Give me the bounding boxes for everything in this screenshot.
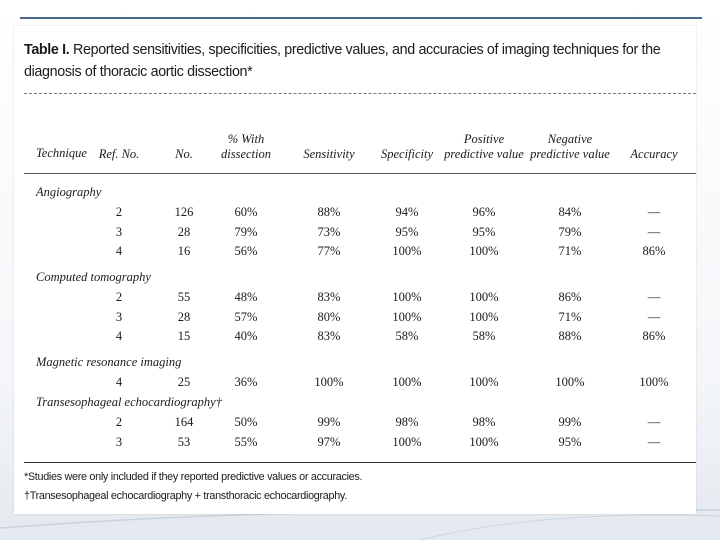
header-ref: Ref. No. [98,146,140,161]
cell-ref: 3 [115,224,123,239]
bottom-rule [24,462,696,463]
cell-accuracy: — [647,309,661,324]
cell-with_dissection: 79% [234,224,258,239]
cell-ref: 2 [115,205,123,219]
cell-with_dissection: 57% [234,309,258,324]
cell-ppv: 95% [472,224,496,239]
cell-no: 53 [177,434,191,449]
cell-no: 28 [177,309,191,324]
cell-specificity: 58% [395,329,419,343]
header-with_dissection: % With dissection [221,132,271,161]
cell-accuracy: 100% [639,375,669,389]
cell-sensitivity: 88% [317,205,341,219]
cell-ppv: 96% [472,205,496,219]
caption-label: Table I. [24,42,70,58]
header-no: No. [175,146,193,161]
cell-ppv: 100% [469,434,499,449]
cell-specificity: 100% [392,375,422,389]
footnote-1: *Studies were only included if they reported predictive values or accuracies. [24,471,363,483]
cell-npv: 71% [558,244,582,258]
cell-no: 55 [177,290,191,304]
caption-text: Reported sensitivities, specificities, predictive values, and accuracies of imaging techniques for the diagnosis of thoracic aortic dissection* [24,42,661,80]
cell-ppv: 98% [472,415,496,429]
cell-npv: 95% [558,434,582,449]
cell-sensitivity: 97% [317,434,341,449]
cell-accuracy: — [647,415,661,429]
group-label: Magnetic resonance imaging [36,355,182,369]
slide-top-rule [20,17,702,19]
cell-ppv: 100% [469,375,499,389]
cell-sensitivity: 77% [317,244,341,258]
cell-specificity: 98% [395,415,419,429]
cell-sensitivity: 83% [317,290,341,304]
header-specificity: Specificity [380,146,434,161]
cell-ref: 2 [115,290,123,304]
group-label: Transesophageal echocardiography† [36,395,222,409]
cell-accuracy: — [647,434,661,449]
cell-accuracy: — [647,290,661,304]
cell-ref: 4 [115,244,123,258]
table-caption [24,39,689,83]
cell-specificity: 100% [392,309,422,324]
cell-npv: 79% [558,224,582,239]
cell-npv: 71% [558,309,582,324]
group-label: Computed tomography [36,270,151,284]
cell-accuracy: — [647,205,661,219]
cell-with_dissection: 36% [234,375,258,389]
cell-no: 25 [177,375,191,389]
cell-sensitivity: 100% [314,375,344,389]
cell-accuracy: 86% [642,329,666,343]
cell-specificity: 100% [392,244,422,258]
header-technique: Technique [36,146,87,160]
group-label: Angiography [36,185,102,199]
cell-ppv: 100% [469,244,499,258]
cell-ref: 3 [115,434,123,449]
cell-with_dissection: 55% [234,434,258,449]
cell-accuracy: 86% [642,244,666,258]
cell-sensitivity: 99% [317,415,341,429]
cell-npv: 86% [558,290,582,304]
table-image [14,26,696,514]
cell-with_dissection: 50% [234,415,258,429]
cell-sensitivity: 80% [317,309,341,324]
header-rule [24,173,696,174]
header-sensitivity: Sensitivity [303,146,355,161]
cell-npv: 99% [558,415,582,429]
cell-ppv: 100% [469,290,499,304]
cell-no: 15 [177,329,191,343]
cell-no: 164 [174,415,194,429]
cell-ref: 4 [115,329,123,343]
cell-ref: 2 [115,415,123,429]
cell-sensitivity: 73% [317,224,341,239]
cell-with_dissection: 60% [234,205,258,219]
cell-no: 28 [177,224,191,239]
cell-sensitivity: 83% [317,329,341,343]
cell-no: 16 [177,244,191,258]
cell-with_dissection: 56% [234,244,258,258]
cell-specificity: 100% [392,290,422,304]
cell-npv: 88% [558,329,582,343]
cell-with_dissection: 40% [234,329,258,343]
top-rule [24,93,696,94]
cell-specificity: 94% [395,205,419,219]
footnote-2: †Transesophageal echocardiography + transthoracic echocardiography. [24,490,347,502]
cell-ref: 3 [115,309,123,324]
header-ppv: Positive predictive value [444,132,524,161]
header-npv: Negative predictive value [530,132,610,161]
cell-npv: 84% [558,205,582,219]
cell-ppv: 100% [469,309,499,324]
cell-accuracy: — [647,224,661,239]
cell-npv: 100% [555,375,585,389]
header-accuracy: Accuracy [630,146,678,161]
cell-specificity: 100% [392,434,422,449]
cell-specificity: 95% [395,224,419,239]
cell-with_dissection: 48% [234,290,258,304]
cell-ref: 4 [115,375,123,389]
cell-no: 126 [174,205,194,219]
cell-ppv: 58% [472,329,496,343]
